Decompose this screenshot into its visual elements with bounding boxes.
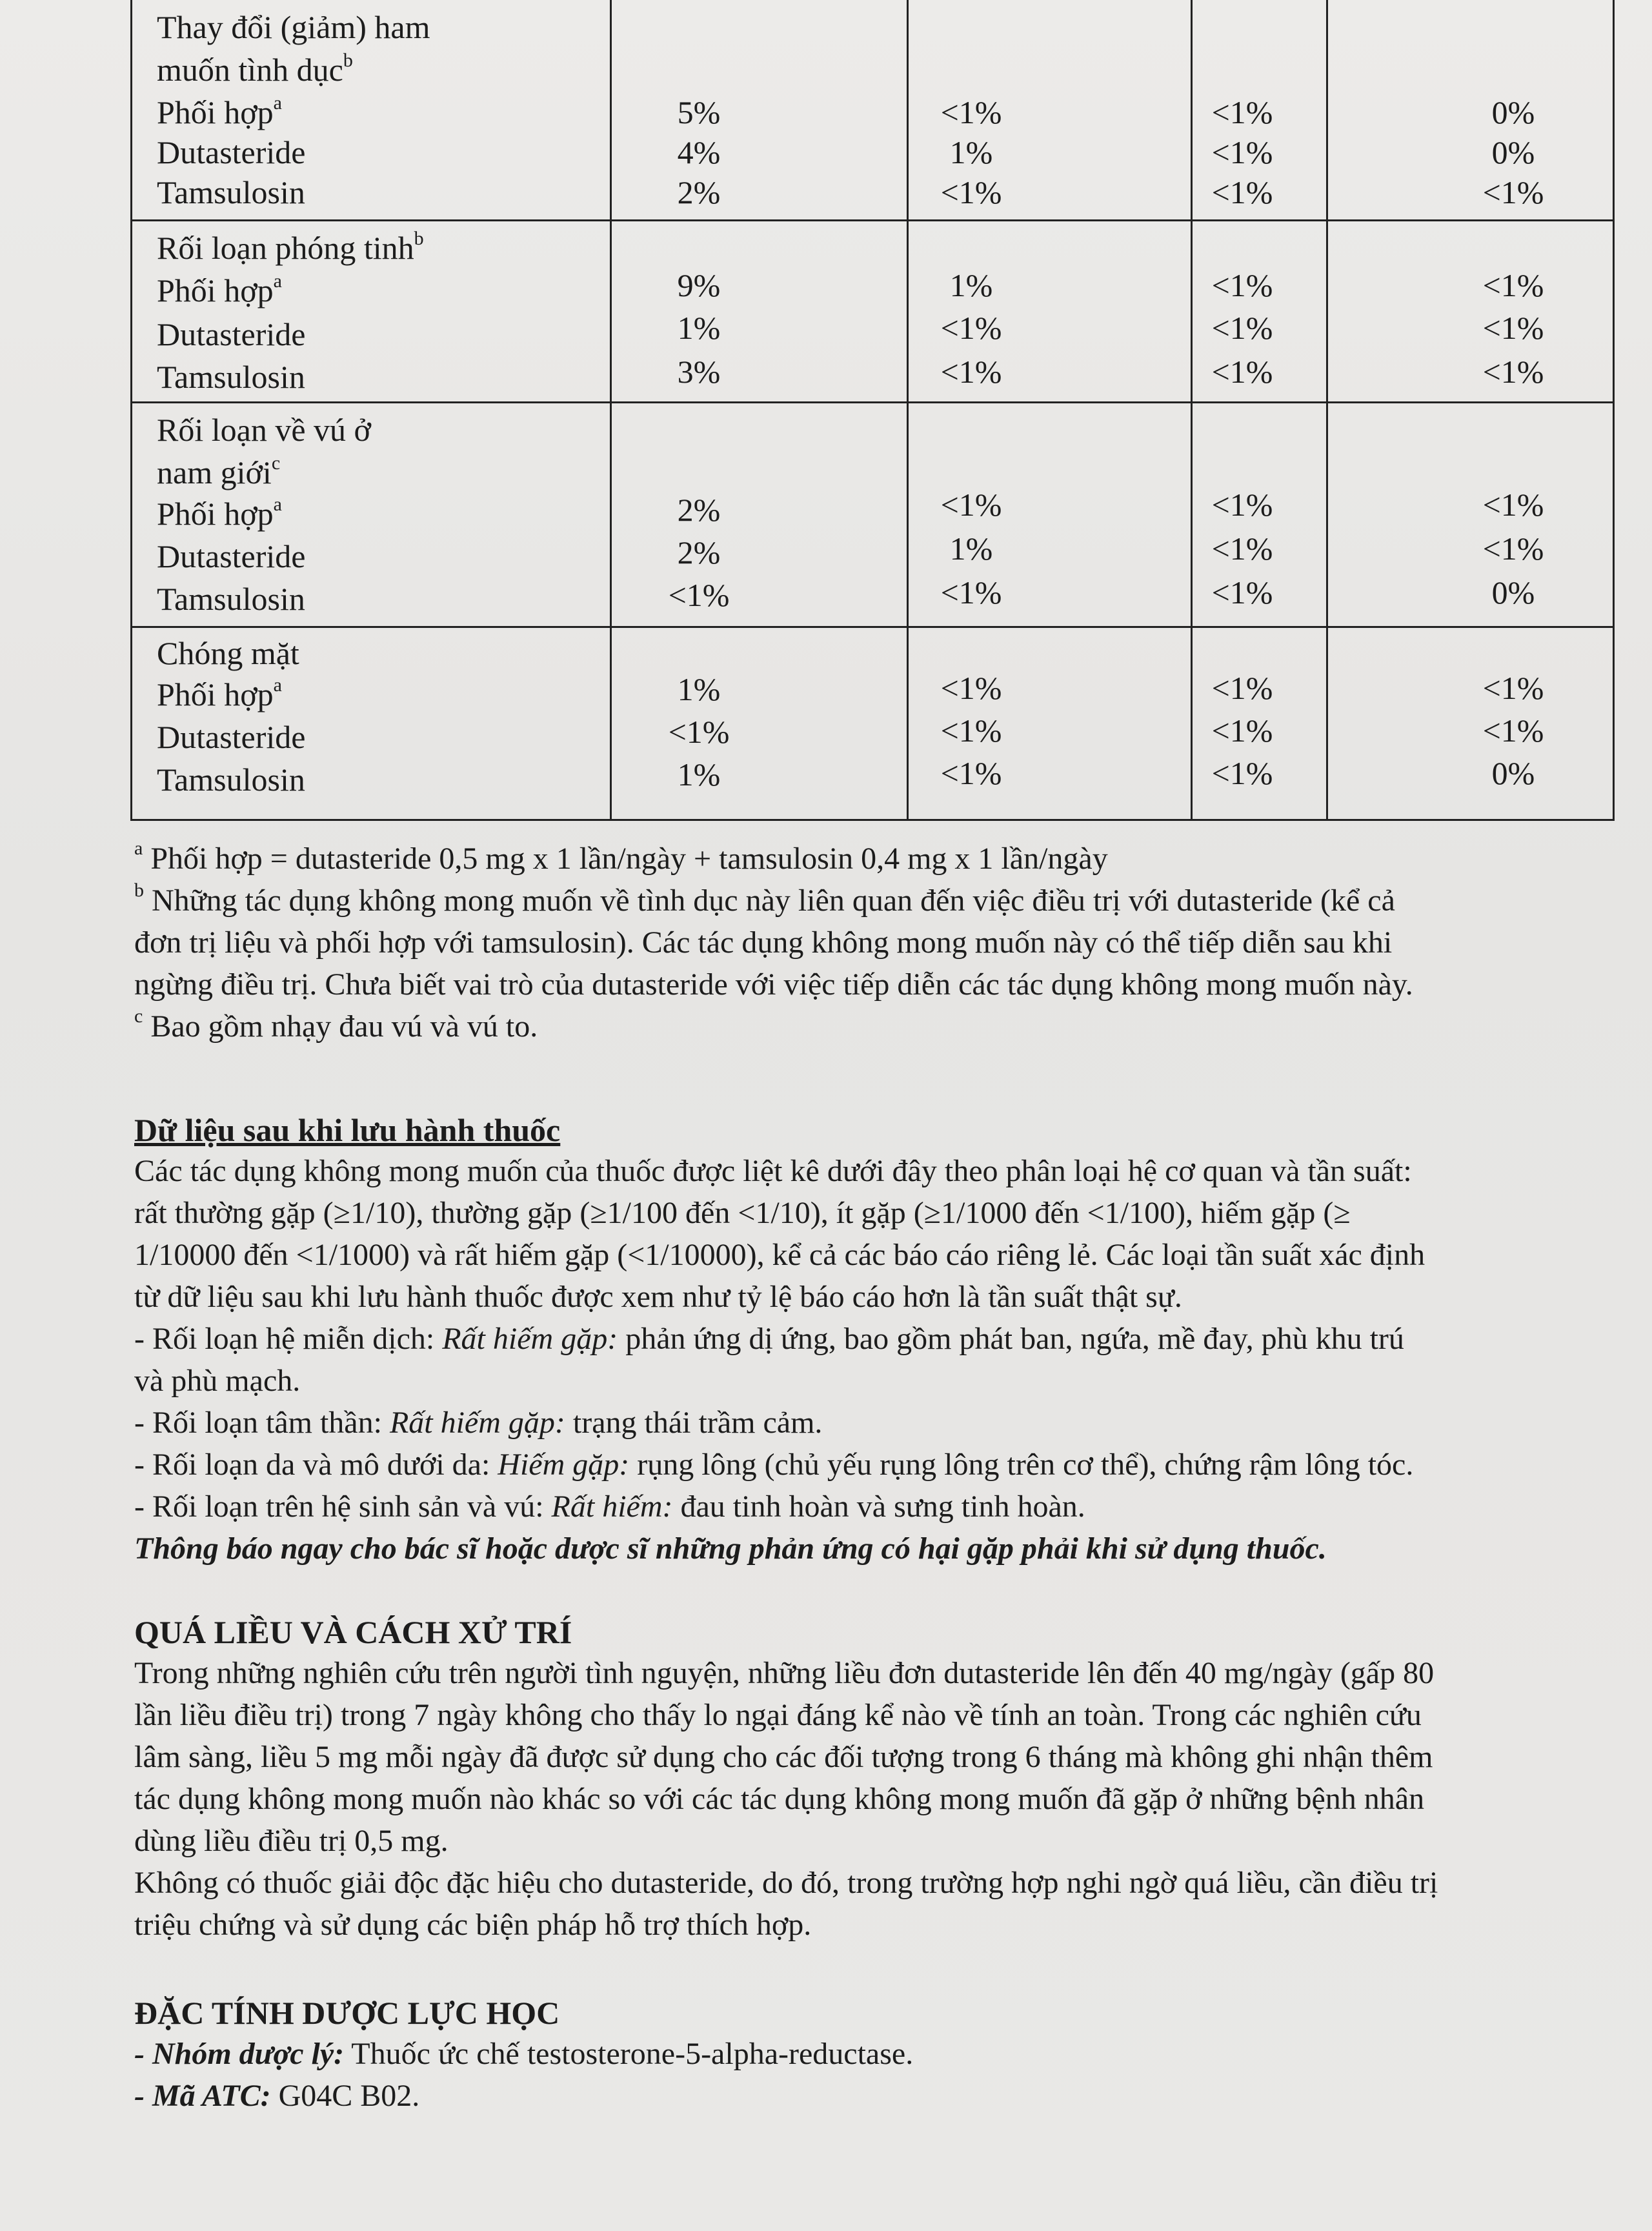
table-cell: <1%	[1211, 94, 1273, 130]
row-name: Tamsulosin	[157, 762, 305, 798]
list-item-cont: và phù mạch.	[134, 1364, 301, 1398]
table-cell: <1%	[1482, 354, 1544, 390]
table-cell: 1%	[677, 310, 721, 346]
list-item: - Rối loạn trên hệ sinh sản và vú: Rất hiếm: đau tinh hoàn và sưng tinh hoàn.	[134, 1489, 1085, 1524]
row-name: Tamsulosin	[157, 174, 305, 210]
footnote-a: $^a$ Phối hợp = dutasteride 0,5 mg x 1 lần/ngày + tamsulosin 0,4 mg x 1 lần/ngày	[134, 838, 1108, 876]
row-name: Phối hợp$^a$	[157, 270, 282, 308]
table-cell: <1%	[1211, 487, 1273, 523]
table-cell: 0%	[1491, 94, 1535, 130]
table-cell: <1%	[1211, 354, 1273, 390]
list-item: - Rối loạn da và mô dưới da: Hiếm gặp: rụng lông (chủ yếu rụng lông trên cơ thể), chứng rậm lông tóc.	[134, 1448, 1414, 1482]
group-label: Chóng mặt	[157, 635, 299, 671]
table-cell: <1%	[1211, 670, 1273, 706]
table-cell: <1%	[1482, 487, 1544, 523]
group-label: Thay đổi (giảm) ham	[157, 9, 430, 45]
postmarketing-text	[134, 1150, 1612, 1570]
row-name: Phối hợp$^a$	[157, 494, 282, 532]
table-cell: 1%	[677, 671, 721, 707]
table-cell: <1%	[1211, 530, 1273, 567]
table-cell: <1%	[1482, 310, 1544, 346]
table-cell: 4%	[677, 134, 721, 170]
row-name: Dutasteride	[157, 538, 306, 574]
table-cell: <1%	[668, 714, 730, 750]
paragraph-line: Không có thuốc giải độc đặc hiệu cho dutasteride, do đó, trong trường hợp nghi ngờ quá liều, cần điều trị	[134, 1866, 1438, 1900]
table-cell: <1%	[1482, 670, 1544, 706]
table-cell: <1%	[1211, 310, 1273, 346]
footnotes	[134, 838, 1612, 1047]
table-cell: <1%	[1211, 134, 1273, 170]
row-divider	[132, 626, 1613, 628]
table-cell: 0%	[1491, 574, 1535, 611]
table-cell: 1%	[949, 134, 993, 170]
atc-code: - Mã ATC: G04C B02.	[134, 2079, 420, 2113]
section-heading-overdose: QUÁ LIỀU VÀ CÁCH XỬ TRÍ	[134, 1614, 572, 1650]
paragraph-line: Các tác dụng không mong muốn của thuốc được liệt kê dưới đây theo phân loại hệ cơ quan và tần suất:	[134, 1154, 1412, 1188]
table-cell: 1%	[677, 756, 721, 792]
table-cell: <1%	[1482, 174, 1544, 210]
column-divider	[1326, 0, 1328, 819]
group-label: muốn tình dục$^b$	[157, 50, 353, 88]
section-heading-pharmacodynamics: ĐẶC TÍNH DƯỢC LỰC HỌC	[134, 1995, 560, 2031]
group-label: Rối loạn về vú ở	[157, 412, 371, 448]
paragraph-line: rất thường gặp (≥1/10), thường gặp (≥1/100 đến <1/10), ít gặp (≥1/1000 đến <1/100), hiếm gặp (≥	[134, 1196, 1351, 1230]
paragraph-line: Trong những nghiên cứu trên người tình nguyện, những liều đơn dutasteride lên đến 40 mg/ngày (gấp 80	[134, 1656, 1435, 1690]
pharmacodynamics-text	[134, 2033, 1612, 2117]
table-cell: <1%	[1482, 530, 1544, 567]
row-name: Tamsulosin	[157, 581, 305, 617]
table-cell: <1%	[1482, 267, 1544, 303]
footnote-b: $^b$ Những tác dụng không mong muốn về tình dục này liên quan đến việc điều trị với dutasteride (kể cả	[134, 880, 1395, 918]
table-cell: 9%	[677, 267, 721, 303]
row-divider	[132, 401, 1613, 403]
group-label: Rối loạn phóng tinh$^b$	[157, 228, 424, 266]
table-cell: <1%	[940, 487, 1002, 523]
row-divider	[132, 219, 1613, 221]
group-label: nam giới$^c$	[157, 452, 281, 490]
table-cell: 5%	[677, 94, 721, 130]
table-cell: <1%	[940, 670, 1002, 706]
table-cell: 1%	[949, 530, 993, 567]
table-cell: <1%	[940, 94, 1002, 130]
column-divider	[610, 0, 612, 819]
table-cell: <1%	[940, 712, 1002, 749]
footnote-b-cont: ngừng điều trị. Chưa biết vai trò của dutasteride với việc tiếp diễn các tác dụng không mong muốn này.	[134, 967, 1413, 1002]
table-cell: <1%	[940, 354, 1002, 390]
paragraph-line: từ dữ liệu sau khi lưu hành thuốc được xem như tỷ lệ báo cáo hơn là tần suất thật sự.	[134, 1280, 1182, 1314]
paragraph-line: lần liều điều trị) trong 7 ngày không cho thấy lo ngại đáng kể nào về tính an toàn. Trong các nghiên cứu	[134, 1698, 1422, 1732]
table-cell: <1%	[1211, 267, 1273, 303]
footnote-c: $^c$ Bao gồm nhạy đau vú và vú to.	[134, 1005, 538, 1044]
paragraph-line: dùng liều điều trị 0,5 mg.	[134, 1824, 448, 1858]
pharmacological-group: - Nhóm dược lý: Thuốc ức chế testosterone-5-alpha-reductase.	[134, 2037, 914, 2071]
table-cell: 2%	[677, 492, 721, 528]
section-heading-postmarketing: Dữ liệu sau khi lưu hành thuốc	[134, 1112, 561, 1148]
table-cell: 1%	[949, 267, 993, 303]
row-name: Dutasteride	[157, 316, 306, 352]
table-cell: <1%	[940, 310, 1002, 346]
table-cell: 2%	[677, 174, 721, 210]
table-cell: 3%	[677, 354, 721, 390]
row-name: Phối hợp$^a$	[157, 674, 282, 712]
table-cell: <1%	[1211, 712, 1273, 749]
paragraph-line: triệu chứng và sử dụng các biện pháp hỗ trợ thích hợp.	[134, 1908, 812, 1942]
warning-text: Thông báo ngay cho bác sĩ hoặc dược sĩ những phản ứng có hại gặp phải khi sử dụng thuốc.	[134, 1531, 1327, 1566]
table-cell: <1%	[940, 755, 1002, 791]
table-cell: <1%	[1211, 174, 1273, 210]
table-cell: 2%	[677, 534, 721, 570]
table-cell: <1%	[1211, 574, 1273, 611]
paragraph-line: lâm sàng, liều 5 mg mỗi ngày đã được sử dụng cho các đối tượng trong 6 tháng mà không ghi nhận thêm	[134, 1740, 1433, 1774]
paragraph-line: 1/10000 đến <1/1000) và rất hiếm gặp (<1/10000), kể cả các báo cáo riêng lẻ. Các loại tần suất xác định	[134, 1238, 1425, 1272]
table-cell: <1%	[668, 577, 730, 613]
row-name: Dutasteride	[157, 134, 306, 170]
overdose-text	[134, 1652, 1612, 1946]
table-cell: 0%	[1491, 755, 1535, 791]
adverse-effects-table	[130, 0, 1615, 821]
row-name: Tamsulosin	[157, 359, 305, 395]
paragraph-line: tác dụng không mong muốn nào khác so với các tác dụng không mong muốn đã gặp ở những bệnh nhân	[134, 1782, 1425, 1816]
row-name: Phối hợp$^a$	[157, 92, 282, 130]
table-cell: <1%	[1482, 712, 1544, 749]
table-cell: <1%	[940, 574, 1002, 611]
table-cell: 0%	[1491, 134, 1535, 170]
table-cell: <1%	[1211, 755, 1273, 791]
row-name: Dutasteride	[157, 719, 306, 755]
list-item: - Rối loạn tâm thần: Rất hiếm gặp: trạng thái trầm cảm.	[134, 1406, 823, 1440]
footnote-b-cont: đơn trị liệu và phối hợp với tamsulosin). Các tác dụng không mong muốn này có thể tiếp diễn sau khi	[134, 925, 1393, 960]
table-cell: <1%	[940, 174, 1002, 210]
list-item: - Rối loạn hệ miễn dịch: Rất hiếm gặp: phản ứng dị ứng, bao gồm phát ban, ngứa, mề đay, phù khu trú	[134, 1322, 1404, 1356]
